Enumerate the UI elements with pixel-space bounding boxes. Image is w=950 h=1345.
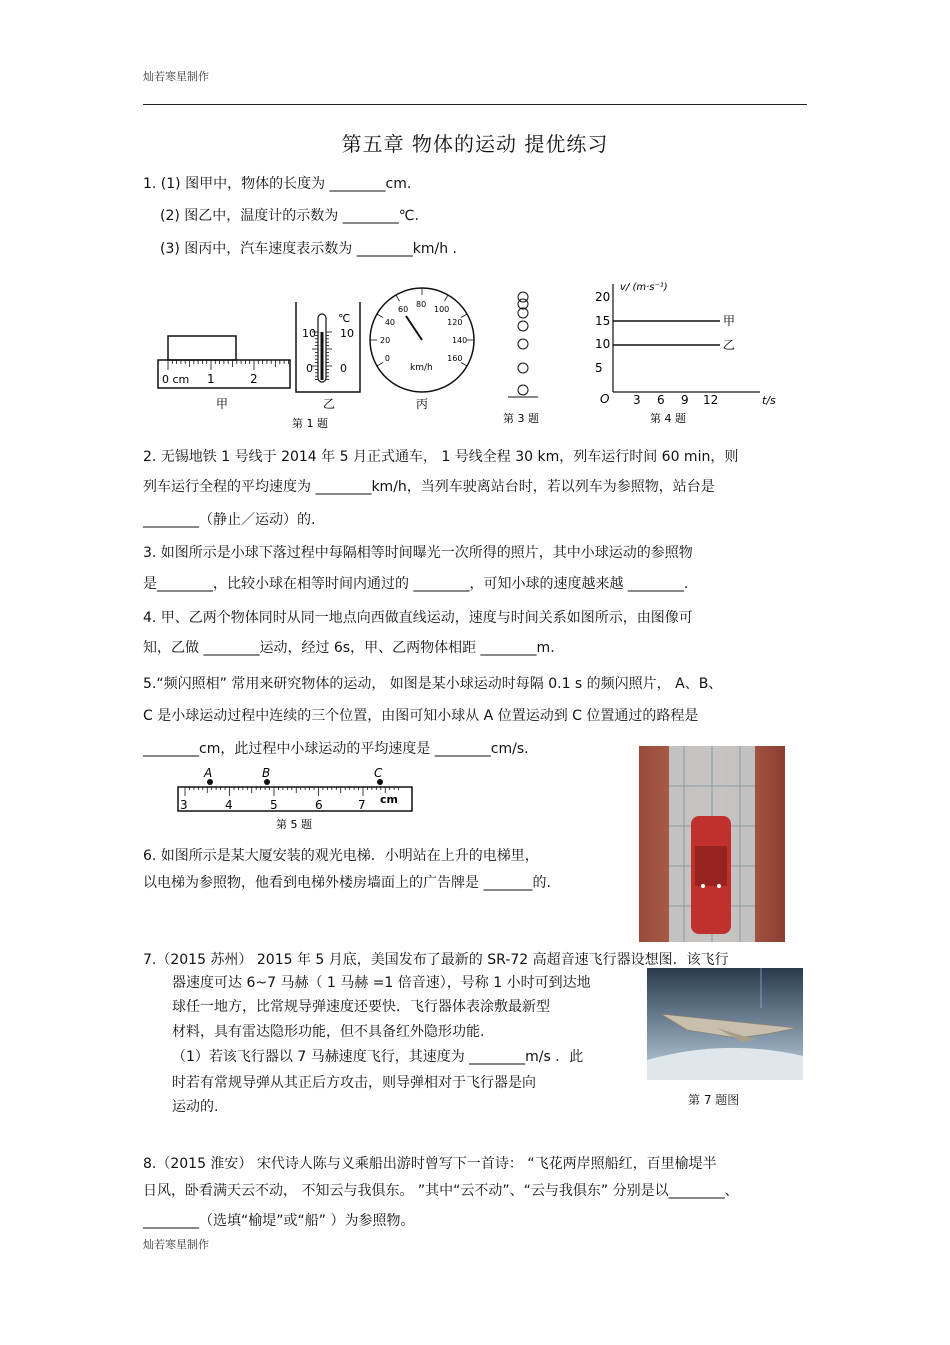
q8-line-1: 8.（2015 淮安） 宋代诗人陈与义乘船出游时曾写下一首诗： “飞花两岸照船红，百里榆堤半 — [143, 1156, 717, 1172]
figure-row-q1-q3-q4 — [140, 272, 780, 432]
speedo-tick-mark — [461, 363, 467, 367]
point-b: B — [262, 766, 271, 780]
label-jia: 甲 — [216, 397, 229, 411]
thermo-left-10: 10 — [302, 327, 316, 340]
q5-line-1: 5.“频闪照相” 常用来研究物体的运动， 如图是某小球运动时每隔 0.1 s 的频闪照片， A、B、 — [143, 676, 723, 692]
q1-line-1: 1. (1) 图甲中，物体的长度为 ________cm. — [143, 176, 412, 192]
q3-line-1: 3. 如图所示是小球下落过程中每隔相等时间曝光一次所得的照片，其中小球运动的参照物 — [143, 545, 693, 561]
q7-caption: 第 7 题图 — [688, 1093, 740, 1107]
q7-line-4: 材料，具有雷达隐形功能，但不具备红外隐形功能. — [172, 1024, 485, 1040]
aircraft-image — [647, 968, 803, 1080]
vt-ytick-15: 15 — [595, 314, 611, 328]
q4-line-2: 知，乙做 ________运动，经过 6s，甲、乙两物体相距 ________m. — [143, 640, 555, 656]
vt-ytick-5: 5 — [595, 361, 603, 375]
measured-object — [168, 336, 236, 360]
speedo-tick-label: 40 — [384, 318, 396, 327]
speedo-tick-label: 120 — [447, 318, 463, 327]
vt-ytick-20: 20 — [595, 290, 611, 304]
page-title: 第五章 物体的运动 提优练习 — [341, 132, 609, 156]
speedo-tick-label: 80 — [416, 300, 427, 309]
footer-text: 灿若寒星制作 — [143, 1238, 209, 1251]
point-a: A — [204, 766, 213, 780]
thermo-left-0: 0 — [306, 362, 313, 375]
caption-q3: 第 3 题 — [503, 412, 539, 425]
caption-q1: 第 1 题 — [292, 417, 328, 430]
point-c: C — [374, 766, 383, 780]
q1-line-3: (3) 图丙中，汽车速度表示数为 ________km/h . — [160, 241, 457, 257]
ruler-tick-2: 2 — [250, 372, 258, 386]
speedometer-figure — [370, 288, 474, 411]
speedo-tick-label: 20 — [380, 336, 391, 345]
q1-line-2: (2) 图乙中，温度计的示数为 ________℃. — [160, 208, 419, 224]
q5-tick-6: 6 — [315, 798, 323, 812]
vt-graph — [595, 282, 776, 425]
speedo-tick-mark — [461, 314, 467, 318]
ruler-tick-1: 1 — [207, 372, 215, 386]
vt-xlabel: t/s — [762, 394, 776, 407]
q7-line-3: 球任一地方，比常规导弹速度还要快．飞行器体表涂敷最新型 — [172, 999, 550, 1015]
speedo-tick-mark — [396, 295, 400, 301]
speedo-tick-mark — [377, 363, 383, 367]
header-text: 灿若寒星制作 — [143, 70, 209, 83]
vt-xtick-3: 3 — [633, 393, 641, 407]
elevator-photo — [639, 746, 785, 942]
q2-line-3: ________（静止／运动）的. — [143, 512, 316, 528]
speedo-tick-mark — [445, 295, 449, 301]
vt-ytick-10: 10 — [595, 337, 611, 351]
thermo-right-0: 0 — [340, 362, 347, 375]
q7-line-1: 7.（2015 苏州） 2015 年 5 月底，美国发布了最新的 SR-72 高超音速飞行器设想图．该飞行 — [143, 952, 729, 968]
thermometer-unit: ℃ — [338, 312, 351, 325]
q7-line-7: 运动的. — [172, 1099, 219, 1115]
q5-ruler-figure — [172, 765, 422, 835]
q5-line-3: ________cm，此过程中小球运动的平均速度是 ________cm/s. — [143, 741, 529, 757]
q5-tick-5: 5 — [270, 798, 278, 812]
ruler-unit: 0 cm — [162, 373, 190, 386]
q7-line-6: 时若有常规导弹从其正后方攻击，则导弹相对于飞行器是向 — [172, 1075, 536, 1091]
q6-line-2: 以电梯为参照物，他看到电梯外楼房墙面上的广告牌是 _______的. — [143, 875, 551, 891]
q8-line-3: ________（选填“榆堤”或“船” ）为参照物。 — [143, 1213, 415, 1229]
q2-line-1: 2. 无锡地铁 1 号线于 2014 年 5 月正式通车， 1 号线全程 30 km，列车运行时间 60 min，则 — [143, 449, 739, 465]
vt-label-jia: 甲 — [723, 314, 736, 328]
thermometer-figure — [292, 302, 360, 430]
q5-tick-7: 7 — [358, 798, 366, 812]
q4-line-1: 4. 甲、乙两个物体同时从同一地点向西做直线运动，速度与时间关系如图所示，由图像可 — [143, 610, 693, 626]
thermo-right-10: 10 — [340, 327, 354, 340]
vt-ylabel: v/ (m·s⁻¹) — [620, 282, 668, 293]
q2-line-2: 列车运行全程的平均速度为 ________km/h，当列车驶离站台时，若以列车为参照物，站台是 — [143, 479, 715, 495]
speedometer-unit: km/h — [410, 363, 433, 373]
header-rule — [143, 104, 807, 105]
q5-unit: cm — [380, 793, 398, 806]
vt-xtick-9: 9 — [681, 393, 689, 407]
vt-xtick-12: 12 — [703, 393, 719, 407]
q5-line-2: C 是小球运动过程中连续的三个位置，由图可知小球从 A 位置运动到 C 位置通过的路程是 — [143, 708, 699, 724]
caption-q4: 第 4 题 — [650, 412, 686, 425]
vt-label-yi: 乙 — [723, 338, 736, 352]
speedo-tick-label: 140 — [452, 336, 468, 345]
q5-tick-4: 4 — [225, 798, 233, 812]
ruler-figure — [158, 336, 290, 411]
vt-xtick-6: 6 — [657, 393, 665, 407]
speedo-tick-label: 0 — [384, 354, 390, 363]
falling-balls-figure — [503, 292, 539, 425]
vt-origin: O — [600, 392, 610, 406]
speedo-tick-label: 60 — [398, 304, 409, 314]
q5-tick-3: 3 — [180, 798, 188, 812]
q5-caption: 第 5 题 — [276, 818, 312, 831]
q6-line-1: 6. 如图所示是某大厦安装的观光电梯．小明站在上升的电梯里， — [143, 848, 539, 864]
speedo-tick-mark — [377, 314, 383, 318]
speedo-tick-label: 160 — [447, 354, 463, 363]
q8-line-2: 日风，卧看满天云不动， 不知云与我俱东。 ”其中“云不动”、“云与我俱东” 分别是以________、 — [143, 1183, 739, 1199]
q7-line-5: （1）若该飞行器以 7 马赫速度飞行，其速度为 ________m/s ．此 — [172, 1049, 584, 1065]
label-yi: 乙 — [323, 397, 336, 411]
speedometer-needle — [406, 316, 422, 340]
q7-line-2: 器速度可达 6~7 马赫（ 1 马赫 =1 倍音速），号称 1 小时可到达地 — [172, 975, 591, 991]
label-bing: 丙 — [416, 397, 429, 411]
speedo-tick-label: 100 — [434, 304, 450, 314]
q3-line-2: 是________，比较小球在相等时间内通过的 ________，可知小球的速度越来越 ________. — [143, 576, 689, 592]
